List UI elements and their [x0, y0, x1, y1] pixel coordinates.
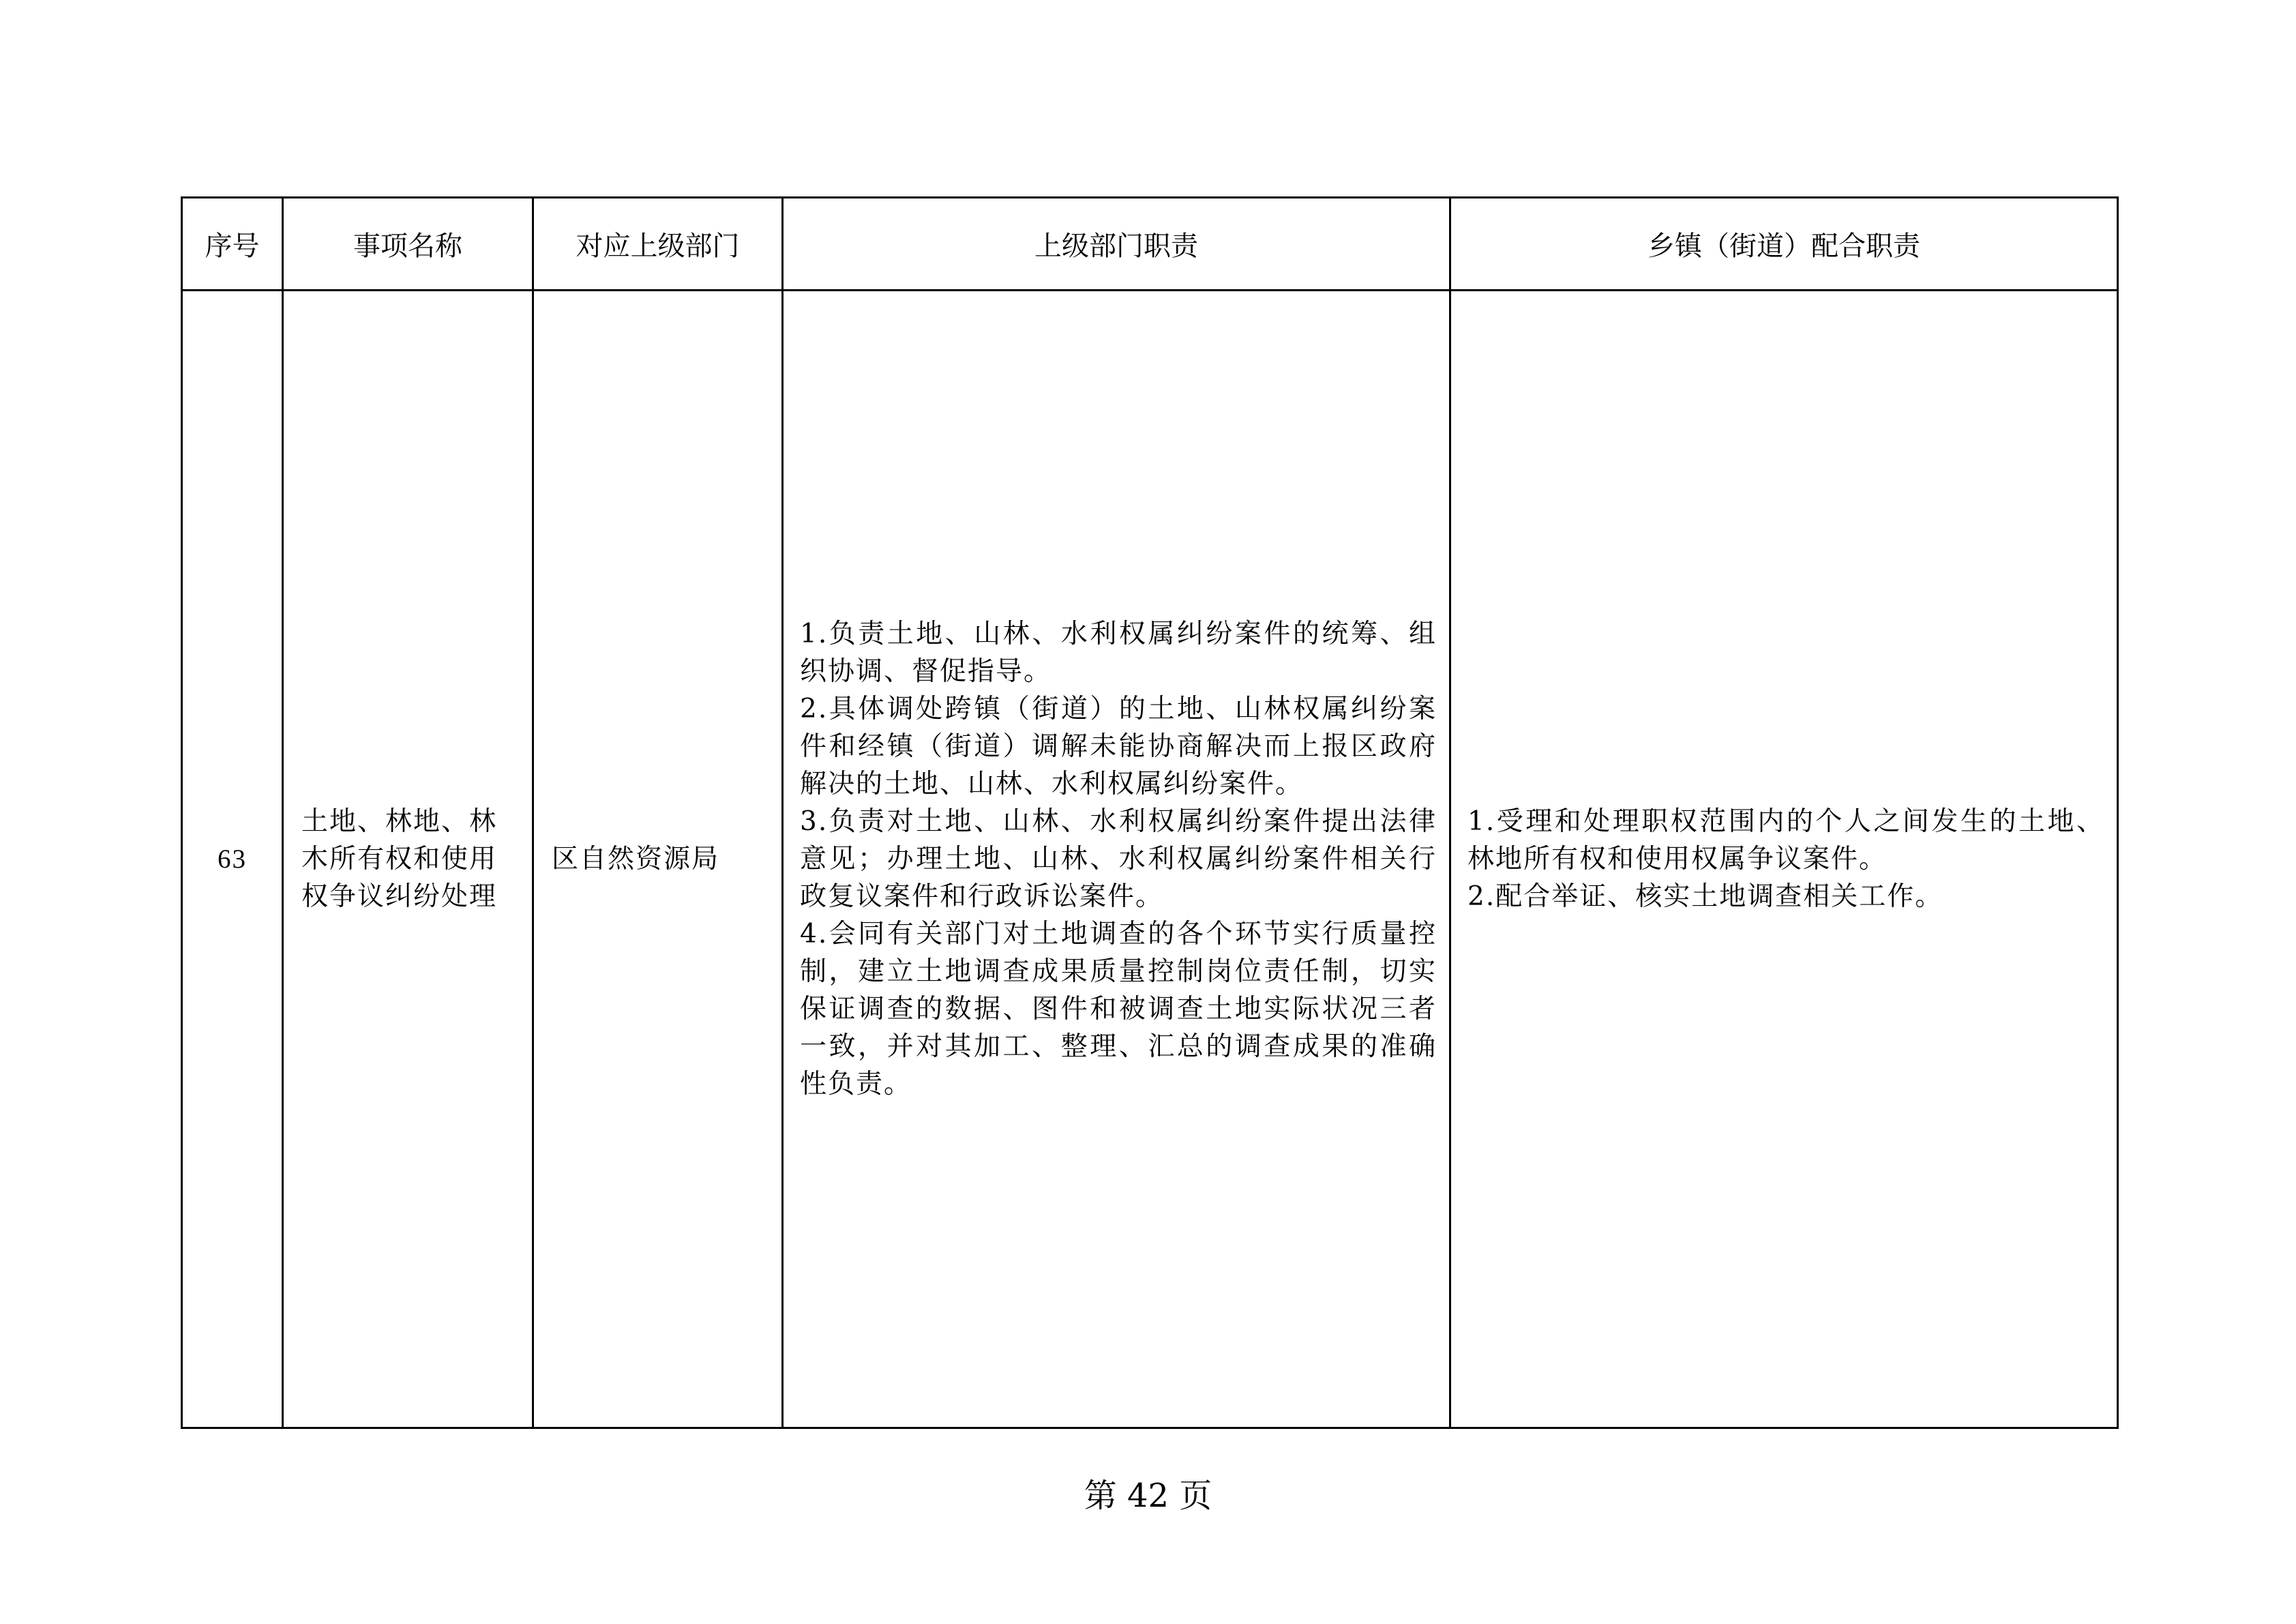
duty-item-4: 4.会同有关部门对土地调查的各个环节实行质量控制，建立土地调查成果质量控制岗位责任制，切实保证调查的数据、图件和被调查土地实际状况三者一致，并对其加工、整理、汇总的调查成果的准确性负责。	[800, 919, 1437, 1099]
header-seq: 序号	[182, 198, 283, 291]
cell-item-name: 土地、林地、林木所有权和使用权争议纠纷处理	[283, 291, 533, 1428]
cell-seq: 63	[182, 291, 283, 1428]
page-number: 第 42 页	[1084, 1477, 1212, 1515]
duty-table	[181, 196, 2119, 1429]
table-header-row	[182, 198, 2118, 291]
duty-item-1: 1.负责土地、山林、水利权属纠纷案件的统筹、组织协调、督促指导。	[800, 619, 1437, 687]
duty-item-2: 2.具体调处跨镇（街道）的土地、山林权属纠纷案件和经镇（街道）调解未能协商解决而上报区政府解决的土地、山林、水利权属纠纷案件。	[800, 694, 1437, 799]
cell-superior-dept: 区自然资源局	[533, 291, 783, 1428]
duty-item-3: 3.负责对土地、山林、水利权属纠纷案件提出法律意见；办理土地、山林、水利权属纠纷案件相关行政复议案件和行政诉讼案件。	[800, 806, 1437, 912]
header-superior-duty: 上级部门职责	[783, 198, 1450, 291]
header-superior-dept: 对应上级部门	[533, 198, 783, 291]
coop-item-2: 2.配合举证、核实土地调查相关工作。	[1467, 881, 1943, 912]
header-item-name: 事项名称	[283, 198, 533, 291]
cell-town-coop-duty	[1450, 291, 2118, 1428]
header-town-coop-duty: 乡镇（街道）配合职责	[1450, 198, 2118, 291]
coop-item-1: 1.受理和处理职权范围内的个人之间发生的土地、林地所有权和使用权属争议案件。	[1467, 806, 2104, 874]
cell-superior-duty	[783, 291, 1450, 1428]
table-row	[182, 291, 2118, 1428]
